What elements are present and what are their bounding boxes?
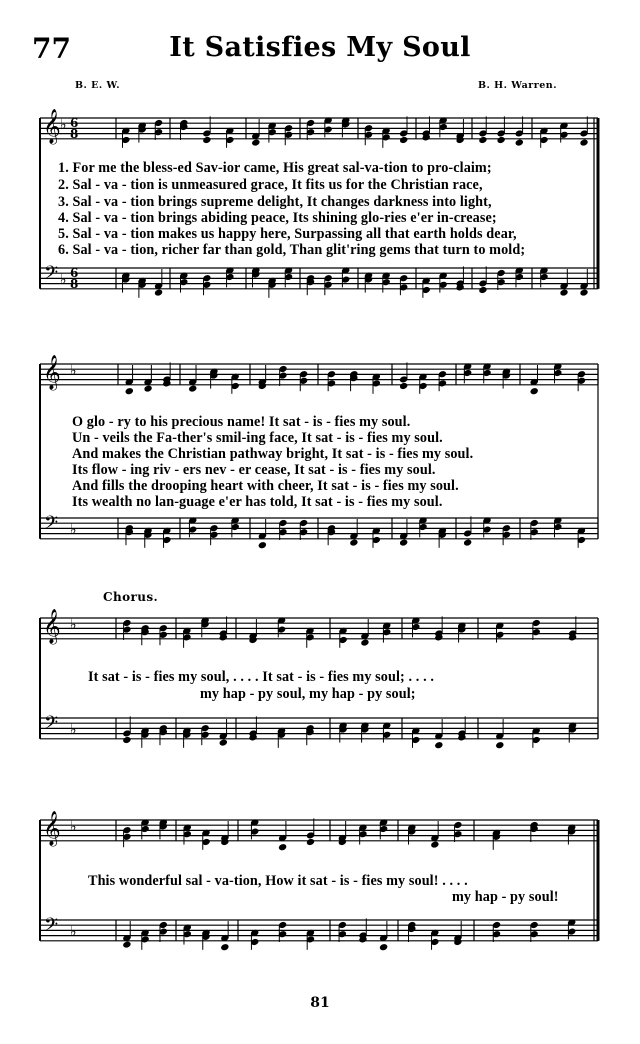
verse-2-line-b: Un - veils the Fa-ther's smil-ing face, It sat - is - fies my soul. — [72, 430, 443, 446]
verse-4-line-a: 4. Sal - va - tion brings abiding peace, Its shining glo-ries e'er in-crease; — [58, 210, 497, 226]
svg-text:♭: ♭ — [70, 617, 77, 633]
bass-staff-2 — [40, 513, 598, 539]
svg-text:𝄢: 𝄢 — [44, 513, 59, 538]
chorus-line-1: It sat - is - fies my soul, . . . . It sat - is - fies my soul; . . . . — [88, 669, 435, 685]
note-row — [123, 616, 577, 647]
chorus-line-2-echo: my hap - py soul! — [452, 889, 559, 905]
note-row — [123, 918, 576, 951]
chorus-line-2: This wonderful sal - va-tion, How it sat - is - fies my soul! . . . . — [88, 873, 468, 889]
note-row — [125, 516, 586, 549]
svg-text:♭: ♭ — [70, 522, 77, 538]
svg-text:♭: ♭ — [70, 819, 77, 835]
svg-text:6: 6 — [70, 266, 79, 280]
note-row — [125, 362, 586, 395]
verse-5-line-a: 5. Sal - va - tion makes us happy here, Surpassing all that earth holds dear, — [58, 226, 517, 242]
verse-3-line-a: 3. Sal - va - tion brings supreme delight, It changes darkness into light, — [58, 194, 492, 210]
verse-2-line-a: 2. Sal - va - tion is unmeasured grace, It fits us for the Christian race, — [58, 177, 483, 193]
verse-5-line-b: And fills the drooping heart with cheer, It sat - is - fies my soul. — [72, 478, 459, 494]
verse-4-line-b: Its flow - ing riv - ers nev - er cease, It sat - is - fies my soul. — [72, 462, 436, 478]
verse-6-line-b: Its wealth no lan-guage e'er has told, It sat - is - fies my soul. — [72, 494, 443, 510]
treble-staff-2 — [40, 355, 598, 391]
svg-text:𝄞: 𝄞 — [43, 609, 61, 644]
chorus-line-1-echo: my hap - py soul, my hap - py soul; — [200, 686, 416, 702]
svg-text:8: 8 — [70, 277, 79, 291]
page-number: 81 — [310, 995, 330, 1011]
note-row — [122, 116, 589, 147]
svg-text:𝄢: 𝄢 — [44, 713, 59, 738]
svg-text:6: 6 — [70, 116, 79, 130]
music-credit: B. H. Warren. — [478, 80, 558, 91]
svg-text:♭: ♭ — [70, 722, 77, 738]
svg-text:𝄞: 𝄞 — [43, 355, 61, 390]
svg-text:8: 8 — [70, 127, 79, 141]
svg-text:♭: ♭ — [60, 117, 67, 133]
svg-text:♭: ♭ — [70, 924, 77, 940]
words-credit: B. E. W. — [75, 80, 120, 91]
svg-text:♭: ♭ — [70, 363, 77, 379]
svg-text:♭: ♭ — [60, 272, 67, 288]
svg-text:𝄢: 𝄢 — [44, 263, 59, 288]
verse-6-line-a: 6. Sal - va - tion, richer far than gold, Than glit'ring gems that turn to mold; — [58, 242, 526, 258]
hymn-title: It Satisfies My Soul — [169, 32, 471, 63]
svg-text:𝄢: 𝄢 — [44, 915, 59, 940]
verse-1-line-b: O glo - ry to his precious name! It sat - is - fies my soul. — [72, 414, 411, 430]
svg-text:𝄞: 𝄞 — [43, 109, 61, 144]
hymn-number: 77 — [32, 32, 71, 65]
verse-3-line-b: And makes the Christian pathway bright, It sat - is - fies my soul. — [72, 446, 474, 462]
verse-1-line-a: 1. For me the bless-ed Sav-ior came, His great sal-va-tion to pro-claim; — [58, 160, 492, 176]
note-row — [123, 716, 577, 749]
svg-text:𝄞: 𝄞 — [43, 811, 61, 846]
chorus-label: Chorus. — [103, 590, 159, 604]
note-row — [122, 266, 589, 297]
note-row — [123, 818, 576, 851]
